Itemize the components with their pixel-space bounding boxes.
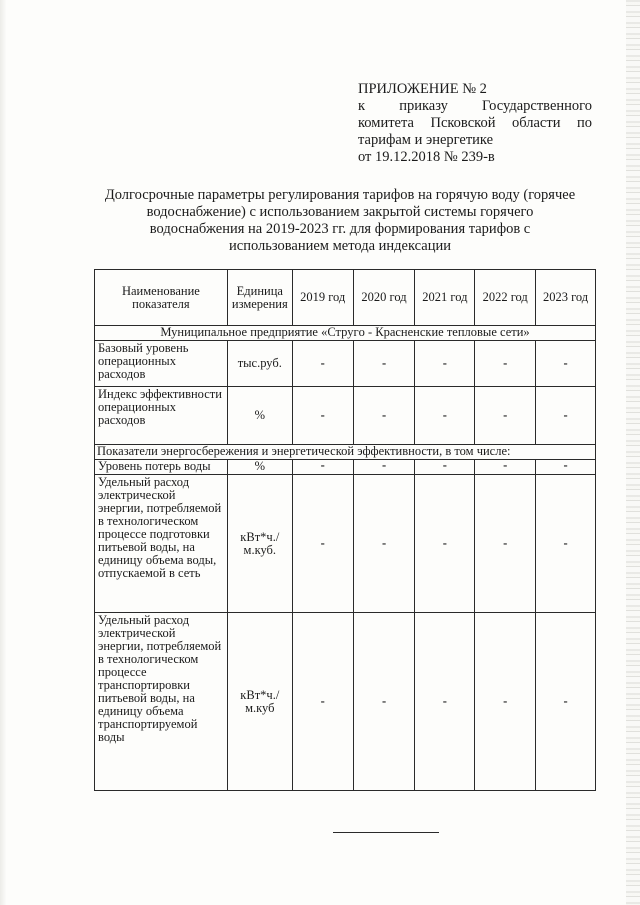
signature-line xyxy=(333,832,439,833)
section-row-efficiency xyxy=(95,445,596,460)
row-value: - xyxy=(415,387,475,445)
row-value: - xyxy=(415,613,475,791)
row-value: - xyxy=(415,460,475,475)
table-row xyxy=(95,460,596,475)
row-value: - xyxy=(415,475,475,613)
row-value: - xyxy=(353,460,415,475)
header-year: 2023 год xyxy=(536,270,596,326)
row-value: - xyxy=(475,341,536,387)
row-name: Удельный расход электрической энергии, потребляемой в технологическом процессе подготовки питьевой воды, на единицу объема воды, отпускаемой в сеть xyxy=(95,475,228,613)
row-value: - xyxy=(292,613,353,791)
table-header-row xyxy=(95,270,596,326)
row-value: - xyxy=(536,460,596,475)
appendix-number: ПРИЛОЖЕНИЕ № 2 xyxy=(358,81,487,97)
parameters-table xyxy=(94,269,596,791)
appendix-date-line: от 19.12.2018 № 239-в xyxy=(358,149,495,165)
scan-edge-left xyxy=(0,0,6,905)
row-value: - xyxy=(536,475,596,613)
section-enterprise-label: Муниципальное предприятие «Стругo - Красненские тепловые сети» xyxy=(95,326,596,341)
row-value: - xyxy=(292,341,353,387)
appendix-order-line: к приказу Государственного xyxy=(358,98,592,114)
table-row xyxy=(95,387,596,445)
row-value: - xyxy=(536,387,596,445)
row-value: - xyxy=(292,460,353,475)
row-unit: % xyxy=(227,387,292,445)
header-year: 2019 год xyxy=(292,270,353,326)
row-name: Удельный расход электрической энергии, потребляемой в технологическом процессе транспортировки питьевой воды, на единицу объема транспортируемой воды xyxy=(95,613,228,791)
section-efficiency-label: Показатели энергосбережения и энергетической эффективности, в том числе: xyxy=(95,445,596,460)
table-row xyxy=(95,613,596,791)
scan-edge-right xyxy=(626,0,640,905)
row-unit: кВт*ч./м.куб. xyxy=(227,475,292,613)
row-value: - xyxy=(475,613,536,791)
row-value: - xyxy=(475,387,536,445)
header-year: 2022 год xyxy=(475,270,536,326)
table-row xyxy=(95,341,596,387)
row-value: - xyxy=(536,341,596,387)
row-value: - xyxy=(475,460,536,475)
row-value: - xyxy=(292,475,353,613)
row-unit: % xyxy=(227,460,292,475)
header-year: 2021 год xyxy=(415,270,475,326)
row-name: Индекс эффективности операционных расходов xyxy=(95,387,228,445)
row-name: Уровень потерь воды xyxy=(95,460,228,475)
row-value: - xyxy=(536,613,596,791)
row-value: - xyxy=(353,341,415,387)
header-unit: Единица измерения xyxy=(227,270,292,326)
appendix-committee-line: комитета Псковской области по xyxy=(358,115,592,131)
row-value: - xyxy=(353,475,415,613)
header-year: 2020 год xyxy=(353,270,415,326)
table-row xyxy=(95,475,596,613)
row-unit: кВт*ч./м.куб xyxy=(227,613,292,791)
row-value: - xyxy=(475,475,536,613)
row-value: - xyxy=(292,387,353,445)
row-value: - xyxy=(353,387,415,445)
appendix-header xyxy=(358,81,592,166)
row-value: - xyxy=(353,613,415,791)
header-name: Наименование показателя xyxy=(95,270,228,326)
row-unit: тыс.руб. xyxy=(227,341,292,387)
appendix-tariffs-line: тарифам и энергетике xyxy=(358,132,494,148)
row-name: Базовый уровень операционных расходов xyxy=(95,341,228,387)
document-title: Долгосрочные параметры регулирования тарифов на горячую воду (горячее водоснабжение) с использованием закрытой системы горячего водоснабжения на 2019-2023 гг. для формирования тарифов с использованием метода индексации xyxy=(104,187,576,254)
row-value: - xyxy=(415,341,475,387)
section-row-enterprise xyxy=(95,326,596,341)
